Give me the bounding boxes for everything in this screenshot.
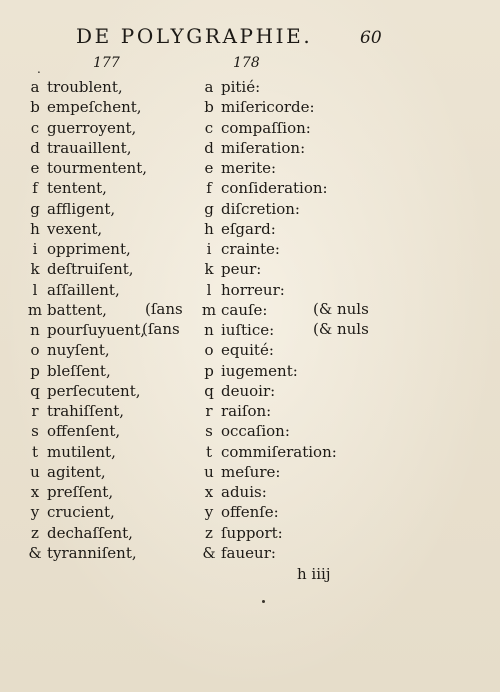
cipher-letter: a: [204, 78, 214, 96]
cipher-letter: f: [32, 179, 38, 198]
cipher-word: oppriment,: [47, 240, 131, 258]
cipher-letter: s: [205, 422, 213, 441]
list-item: [197, 118, 377, 138]
list-item: [23, 340, 213, 360]
cipher-word: tentent,: [47, 179, 107, 198]
page-number: 60: [360, 28, 382, 48]
list-item: [23, 178, 213, 198]
cipher-letter: l: [206, 280, 212, 299]
cipher-word: eſgard:: [221, 219, 276, 238]
list-item: [23, 523, 213, 543]
cipher-letter: y: [30, 503, 40, 522]
cipher-word: preſſent,: [47, 483, 114, 501]
list-item: [23, 280, 213, 300]
list-item: [23, 401, 213, 421]
cipher-letter: p: [204, 361, 214, 380]
cipher-word: battent,: [47, 300, 107, 319]
cipher-letter: x: [30, 483, 40, 501]
cipher-letter: d: [30, 138, 40, 157]
cipher-letter: a: [30, 78, 40, 96]
cipher-word: aſſaillent,: [47, 280, 120, 299]
running-header: [0, 22, 500, 52]
cipher-letter: q: [30, 381, 40, 400]
cipher-letter: l: [32, 280, 38, 299]
list-item: [197, 442, 377, 462]
list-item: [197, 219, 377, 239]
list-item: [23, 543, 213, 563]
cipher-letter: n: [30, 321, 40, 339]
list-item: [197, 199, 377, 219]
cipher-word: vexent,: [47, 219, 103, 238]
cipher-word: equité:: [221, 341, 274, 360]
cipher-letter: h: [30, 219, 40, 238]
cipher-word: meſure:: [221, 462, 281, 481]
cipher-word: bleſſent,: [47, 361, 111, 380]
cipher-letter: o: [30, 341, 40, 360]
list-item: [23, 158, 213, 178]
list-item: [197, 259, 377, 279]
cipher-word: trauaillent,: [47, 138, 132, 157]
cipher-letter: c: [30, 118, 40, 137]
cipher-word: troublent,: [47, 78, 123, 96]
cipher-letter: r: [31, 402, 39, 420]
list-item: [197, 462, 377, 482]
cipher-letter: x: [204, 483, 214, 501]
list-item: [197, 502, 377, 522]
list-item: [197, 158, 377, 178]
cipher-word: diſcretion:: [221, 199, 300, 218]
cipher-word: empeſchent,: [47, 98, 142, 117]
list-item: [23, 361, 213, 381]
list-item: [197, 421, 377, 441]
cipher-word: crainte:: [221, 240, 280, 258]
cipher-letter: k: [30, 260, 40, 279]
cipher-letter: i: [32, 240, 38, 258]
cipher-word: trahiſſent,: [47, 402, 125, 420]
cipher-word: miſericorde:: [221, 98, 315, 117]
list-item: [197, 523, 377, 543]
cipher-letter: t: [205, 442, 213, 461]
cipher-word: tyranniſent,: [47, 543, 137, 562]
list-item: [197, 543, 377, 563]
list-item: [197, 401, 377, 421]
column-mark: .: [37, 62, 41, 76]
left-note-m: (ſans: [145, 300, 183, 318]
cipher-letter: b: [204, 98, 214, 117]
list-item: [23, 442, 213, 462]
cipher-letter: q: [204, 381, 214, 400]
cipher-word: offenſent,: [47, 422, 121, 441]
cipher-word: dechaſſent,: [47, 523, 133, 542]
list-item: [197, 178, 377, 198]
cipher-letter: b: [30, 98, 40, 117]
list-item: [23, 219, 213, 239]
cipher-word: iugement:: [221, 361, 298, 380]
right-note-n: (& nuls: [313, 320, 369, 338]
cipher-word: commiſeration:: [221, 442, 337, 461]
cipher-letter: h: [204, 219, 214, 238]
cipher-letter: c: [204, 118, 214, 137]
cipher-letter: &: [28, 543, 42, 562]
cipher-word: merite:: [221, 159, 277, 177]
list-item: [197, 239, 377, 259]
right-note-m: (& nuls: [313, 300, 369, 318]
cipher-word: tourmentent,: [47, 159, 148, 177]
cipher-letter: &: [202, 543, 216, 562]
cipher-letter: e: [30, 159, 40, 177]
list-item: [197, 77, 377, 97]
cipher-letter: k: [204, 260, 214, 279]
list-item: [23, 239, 213, 259]
cipher-letter: m: [27, 300, 43, 319]
list-item: [23, 320, 213, 340]
list-item: [23, 381, 213, 401]
list-item: [197, 280, 377, 300]
list-item: [23, 118, 213, 138]
list-item: [23, 502, 213, 522]
cipher-word: deſtruiſent,: [47, 260, 134, 279]
cipher-letter: i: [206, 240, 212, 258]
cipher-word: cauſe:: [221, 300, 268, 319]
cipher-letter: g: [30, 199, 40, 218]
list-item: [197, 138, 377, 158]
cipher-letter: u: [204, 462, 214, 481]
list-item: [23, 77, 213, 97]
cipher-letter: t: [31, 442, 39, 461]
cipher-word: crucient,: [47, 503, 115, 522]
list-item: [197, 97, 377, 117]
list-item: [197, 340, 377, 360]
cipher-word: deuoir:: [221, 381, 276, 400]
left-column: [23, 77, 213, 563]
cipher-word: pourſuyuent,: [47, 321, 146, 339]
list-item: [23, 199, 213, 219]
list-item: [23, 482, 213, 502]
list-item: [23, 300, 213, 320]
right-column-number: 178: [233, 55, 260, 71]
list-item: [23, 421, 213, 441]
cipher-letter: o: [204, 341, 214, 360]
cipher-word: faueur:: [221, 543, 276, 562]
list-item: [23, 259, 213, 279]
list-item: [23, 138, 213, 158]
cipher-letter: e: [204, 159, 214, 177]
list-item: [197, 482, 377, 502]
cipher-word: perſecutent,: [47, 381, 141, 400]
cipher-word: miſeration:: [221, 138, 306, 157]
cipher-letter: u: [30, 462, 40, 481]
cipher-word: mutilent,: [47, 442, 116, 461]
cipher-word: peur:: [221, 260, 262, 279]
page-title: DE POLYGRAPHIE.: [76, 24, 313, 48]
list-item: [23, 462, 213, 482]
cipher-word: ſupport:: [221, 523, 283, 542]
cipher-word: compaſſion:: [221, 118, 311, 137]
list-item: [23, 97, 213, 117]
cipher-letter: z: [31, 523, 39, 542]
cipher-word: horreur:: [221, 280, 285, 299]
cipher-word: aduis:: [221, 483, 267, 501]
cipher-word: affligent,: [47, 199, 116, 218]
cipher-letter: s: [31, 422, 39, 441]
cipher-word: occaſion:: [221, 422, 290, 441]
signature-mark: h iiij: [297, 565, 331, 583]
cipher-word: raiſon:: [221, 402, 272, 420]
list-item: [197, 361, 377, 381]
cipher-word: conſideration:: [221, 179, 328, 198]
cipher-word: nuyſent,: [47, 341, 110, 360]
cipher-letter: f: [206, 179, 212, 198]
ink-dot: [262, 600, 265, 603]
left-note-n: (ſans: [142, 320, 180, 338]
cipher-letter: y: [204, 503, 214, 522]
left-column-number: 177: [93, 55, 120, 71]
cipher-letter: p: [30, 361, 40, 380]
list-item: [197, 381, 377, 401]
cipher-letter: d: [204, 138, 214, 157]
cipher-letter: n: [204, 321, 214, 339]
cipher-letter: g: [204, 199, 214, 218]
cipher-word: pitié:: [221, 78, 261, 96]
cipher-letter: z: [205, 523, 213, 542]
cipher-word: offenſe:: [221, 503, 279, 522]
cipher-word: iuſtice:: [221, 321, 275, 339]
cipher-word: agitent,: [47, 462, 106, 481]
cipher-word: guerroyent,: [47, 118, 137, 137]
cipher-letter: r: [205, 402, 213, 420]
cipher-letter: m: [201, 300, 217, 319]
